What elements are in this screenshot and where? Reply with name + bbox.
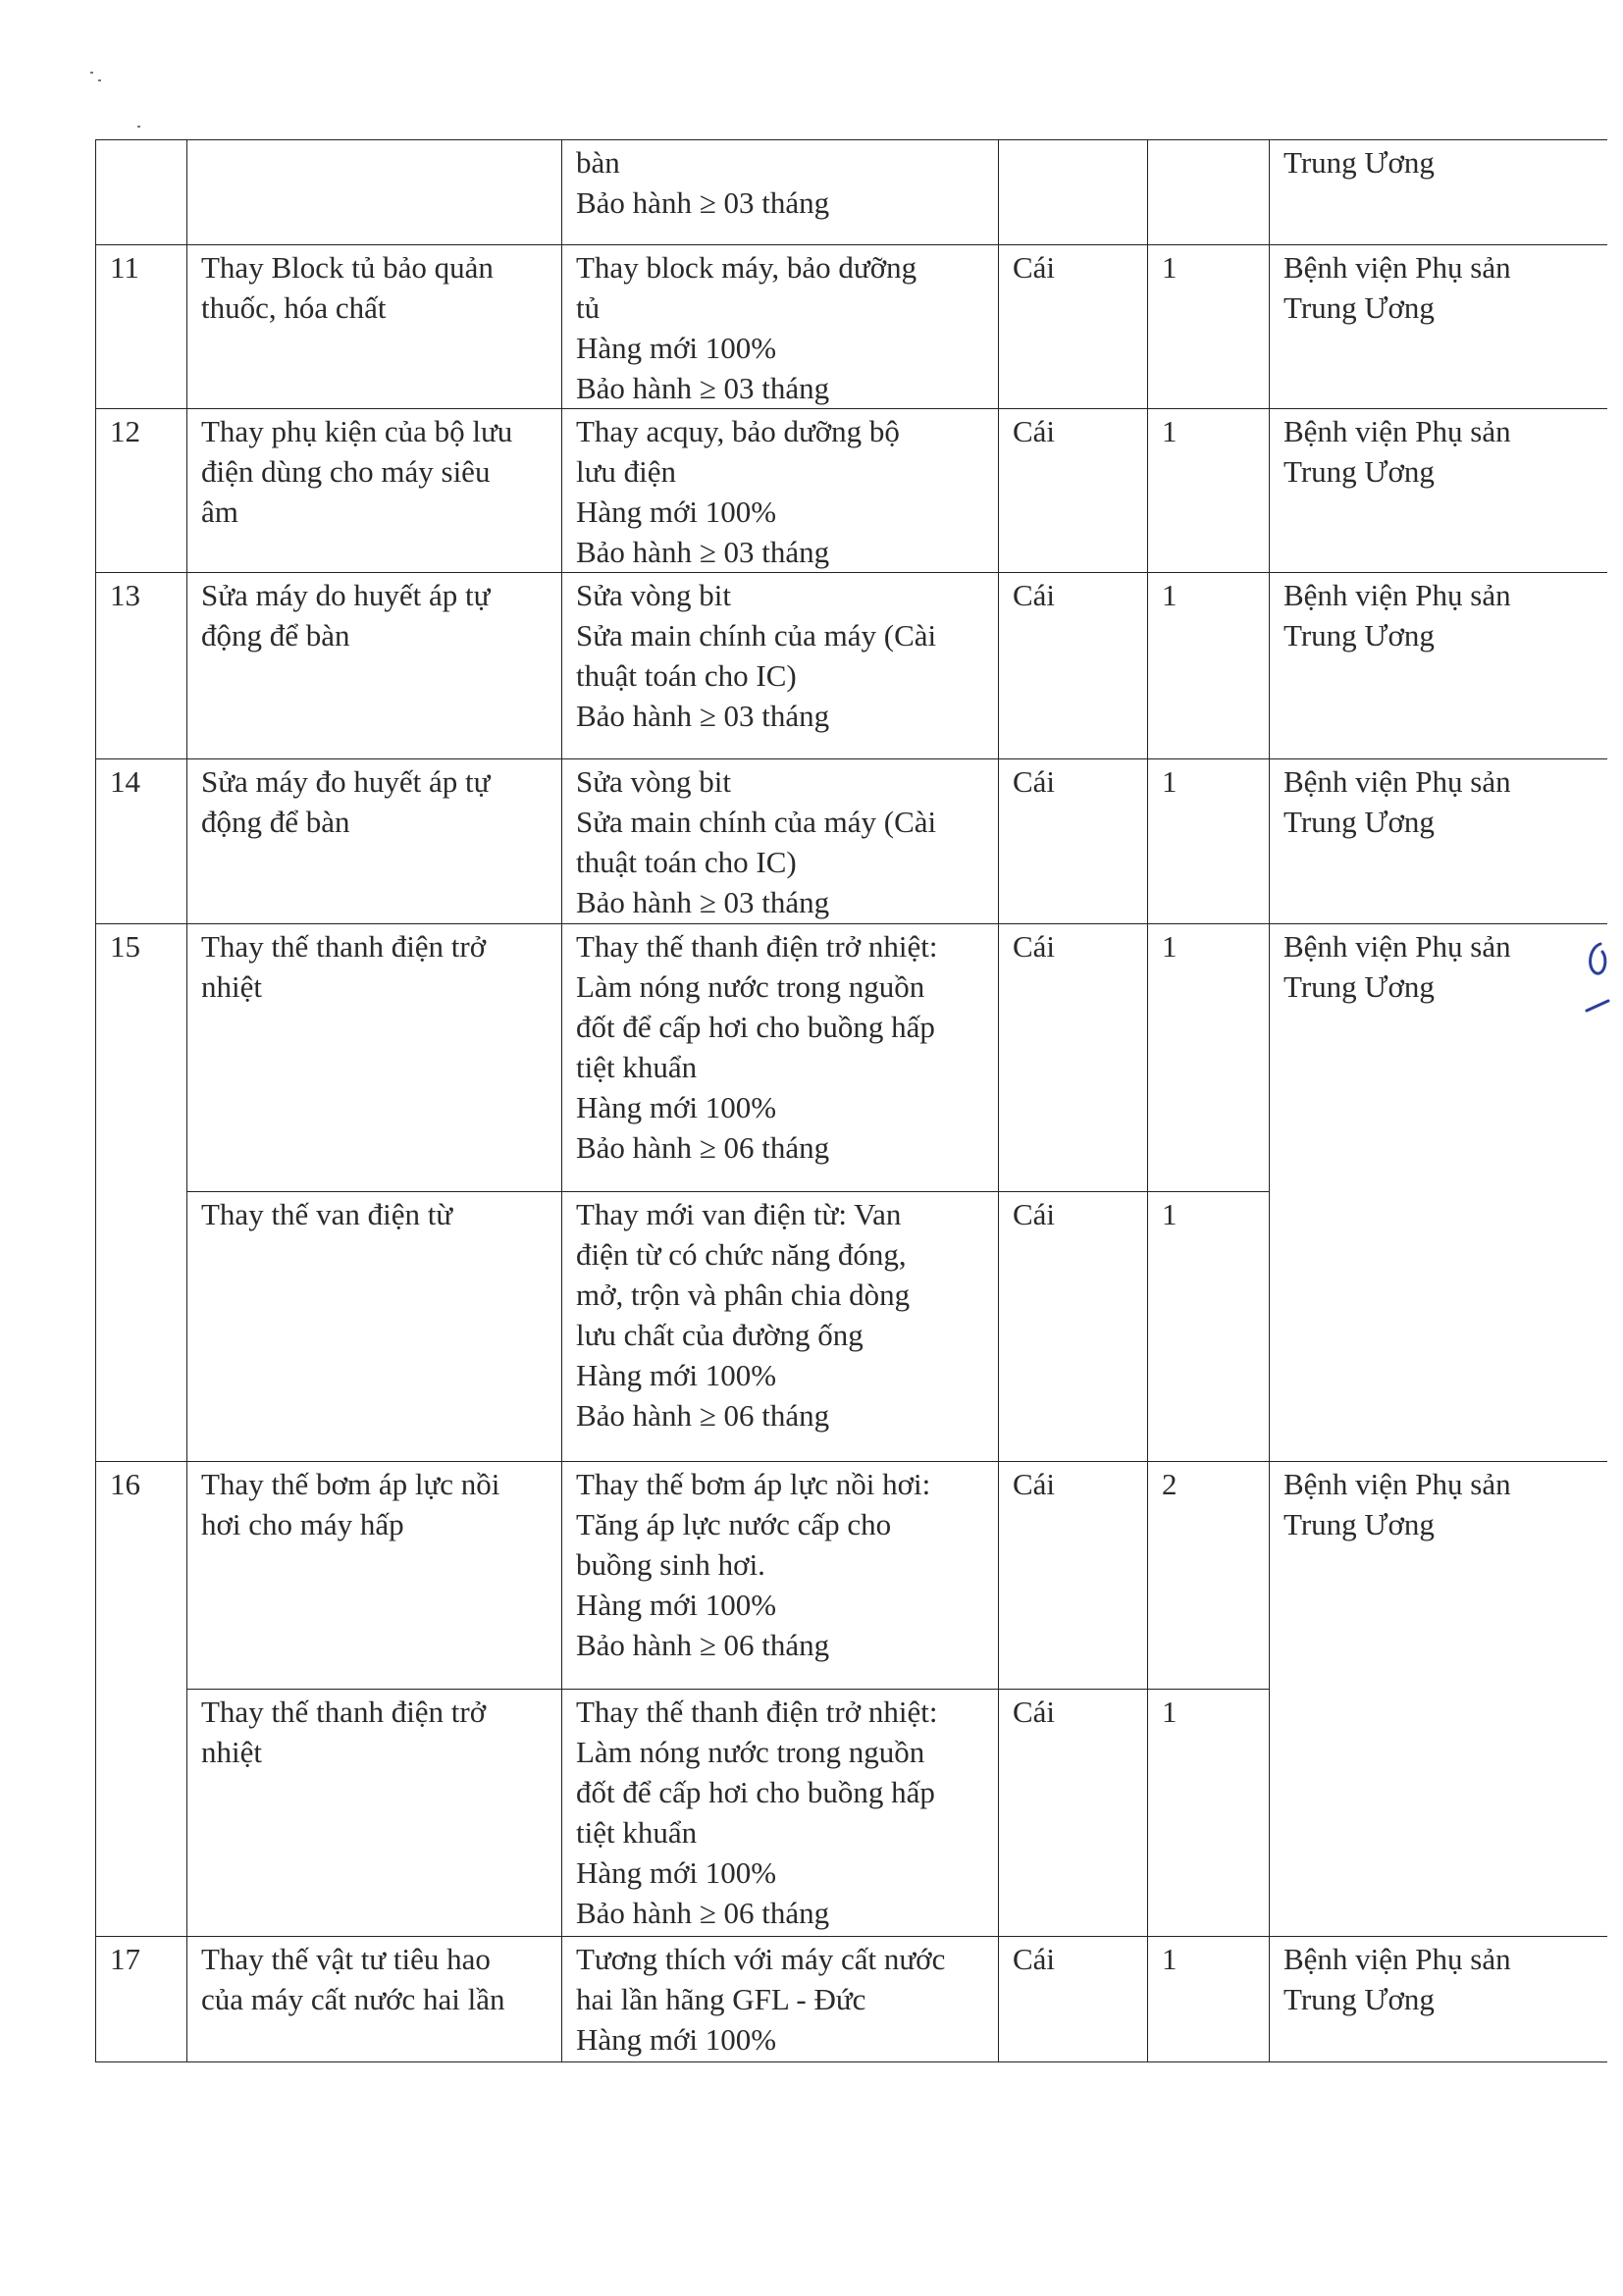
desc-line: Sửa main chính của máy (Cài bbox=[576, 618, 937, 652]
cell-desc bbox=[562, 1192, 999, 1462]
cell-qty: 2 bbox=[1148, 1462, 1270, 1690]
cell-name bbox=[187, 573, 562, 759]
cell-qty: 1 bbox=[1148, 409, 1270, 573]
name-line: Thay thế vật tư tiêu hao bbox=[201, 1942, 491, 1976]
desc-line: buồng sinh hơi. bbox=[576, 1547, 765, 1582]
cell-unit: Cái bbox=[999, 1462, 1148, 1690]
cell-no: 17 bbox=[96, 1937, 187, 2062]
cell-name bbox=[187, 245, 562, 409]
cell-name bbox=[187, 759, 562, 924]
name-line: hơi cho máy hấp bbox=[201, 1507, 404, 1541]
cell-name bbox=[187, 1690, 562, 1937]
desc-line: Sửa vòng bit bbox=[576, 578, 732, 612]
desc-line: điện từ có chức năng đóng, bbox=[576, 1237, 907, 1272]
desc-line: Tăng áp lực nước cấp cho bbox=[576, 1507, 892, 1541]
scan-speck bbox=[137, 126, 140, 128]
table-row bbox=[96, 409, 1607, 573]
cell-unit: Cái bbox=[999, 1192, 1148, 1462]
desc-line: Thay thế thanh điện trở nhiệt: bbox=[576, 929, 938, 964]
cell-name bbox=[187, 140, 562, 245]
desc-line: tiệt khuẩn bbox=[576, 1815, 698, 1850]
desc-line: bàn bbox=[576, 145, 620, 180]
cell-no bbox=[96, 140, 187, 245]
place-line: Bệnh viện Phụ sản bbox=[1283, 250, 1511, 285]
handwritten-initial-mark bbox=[1575, 940, 1614, 1048]
desc-line: Thay acquy, bảo dưỡng bộ bbox=[576, 414, 900, 448]
cell-desc bbox=[562, 140, 999, 245]
desc-line: Bảo hành ≥ 03 tháng bbox=[576, 185, 830, 220]
cell-unit: Cái bbox=[999, 245, 1148, 409]
desc-line: Bảo hành ≥ 06 tháng bbox=[576, 1896, 830, 1930]
desc-line: Hàng mới 100% bbox=[576, 495, 777, 529]
cell-place bbox=[1270, 1462, 1607, 1937]
cell-unit: Cái bbox=[999, 1937, 1148, 2062]
desc-line: Bảo hành ≥ 06 tháng bbox=[576, 1628, 830, 1662]
cell-qty: 1 bbox=[1148, 245, 1270, 409]
desc-line: tiệt khuẩn bbox=[576, 1050, 698, 1084]
cell-place bbox=[1270, 1937, 1607, 2062]
table-row bbox=[96, 245, 1607, 409]
desc-line: lưu chất của đường ống bbox=[576, 1318, 864, 1352]
desc-line: Hàng mới 100% bbox=[576, 1090, 777, 1124]
name-line: thuốc, hóa chất bbox=[201, 290, 387, 325]
cell-desc bbox=[562, 245, 999, 409]
name-line: động để bàn bbox=[201, 805, 350, 839]
place-line: Bệnh viện Phụ sản bbox=[1283, 578, 1511, 612]
name-line: Thay thế thanh điện trở bbox=[201, 1695, 487, 1729]
place-line: Trung Ương bbox=[1283, 145, 1435, 180]
desc-line: Hàng mới 100% bbox=[576, 1855, 777, 1890]
name-line: Thay thế thanh điện trở bbox=[201, 929, 487, 964]
desc-line: thuật toán cho IC) bbox=[576, 845, 797, 879]
cell-name bbox=[187, 1937, 562, 2062]
cell-no: 12 bbox=[96, 409, 187, 573]
cell-qty bbox=[1148, 140, 1270, 245]
desc-line: mở, trộn và phân chia dòng bbox=[576, 1278, 911, 1312]
scan-speck bbox=[98, 79, 101, 81]
name-line: điện dùng cho máy siêu bbox=[201, 454, 491, 489]
name-line: Thay thế van điện từ bbox=[201, 1197, 453, 1231]
desc-line: thuật toán cho IC) bbox=[576, 658, 797, 693]
desc-line: Bảo hành ≥ 03 tháng bbox=[576, 371, 830, 405]
cell-unit: Cái bbox=[999, 409, 1148, 573]
place-line: Trung Ương bbox=[1283, 1507, 1435, 1541]
cell-desc bbox=[562, 573, 999, 759]
cell-qty: 1 bbox=[1148, 573, 1270, 759]
cell-place bbox=[1270, 573, 1607, 759]
cell-unit: Cái bbox=[999, 573, 1148, 759]
cell-unit: Cái bbox=[999, 1690, 1148, 1937]
table-row bbox=[96, 1462, 1607, 1690]
desc-line: Thay thế bơm áp lực nồi hơi: bbox=[576, 1467, 931, 1501]
cell-desc bbox=[562, 924, 999, 1192]
cell-qty: 1 bbox=[1148, 924, 1270, 1192]
cell-unit: Cái bbox=[999, 759, 1148, 924]
desc-line: Làm nóng nước trong nguồn bbox=[576, 969, 925, 1004]
desc-line: Thay block máy, bảo dưỡng bbox=[576, 250, 917, 285]
place-line: Bệnh viện Phụ sản bbox=[1283, 929, 1511, 964]
cell-place bbox=[1270, 409, 1607, 573]
desc-line: Sửa main chính của máy (Cài bbox=[576, 805, 937, 839]
place-line: Trung Ương bbox=[1283, 454, 1435, 489]
place-line: Trung Ương bbox=[1283, 290, 1435, 325]
name-line: Thay phụ kiện của bộ lưu bbox=[201, 414, 513, 448]
table-row bbox=[96, 924, 1607, 1192]
equipment-repair-table bbox=[95, 139, 1607, 2062]
desc-line: Hàng mới 100% bbox=[576, 1358, 777, 1392]
table-row bbox=[96, 573, 1607, 759]
desc-line: lưu điện bbox=[576, 454, 677, 489]
scan-speck bbox=[90, 72, 93, 74]
table-row bbox=[96, 1937, 1607, 2062]
name-line: Thay thế bơm áp lực nồi bbox=[201, 1467, 500, 1501]
cell-no: 16 bbox=[96, 1462, 187, 1937]
place-line: Trung Ương bbox=[1283, 969, 1435, 1004]
cell-qty: 1 bbox=[1148, 1690, 1270, 1937]
cell-no: 13 bbox=[96, 573, 187, 759]
cell-unit: Cái bbox=[999, 924, 1148, 1192]
desc-line: Sửa vòng bit bbox=[576, 764, 732, 799]
cell-place bbox=[1270, 924, 1607, 1462]
desc-line: Bảo hành ≥ 06 tháng bbox=[576, 1130, 830, 1165]
cell-no: 11 bbox=[96, 245, 187, 409]
desc-line: Bảo hành ≥ 03 tháng bbox=[576, 535, 830, 569]
cell-desc bbox=[562, 409, 999, 573]
cell-name bbox=[187, 1192, 562, 1462]
cell-name bbox=[187, 924, 562, 1192]
cell-no: 14 bbox=[96, 759, 187, 924]
desc-line: Làm nóng nước trong nguồn bbox=[576, 1735, 925, 1769]
desc-line: Hàng mới 100% bbox=[576, 331, 777, 365]
cell-desc bbox=[562, 1937, 999, 2062]
cell-place bbox=[1270, 759, 1607, 924]
cell-qty: 1 bbox=[1148, 759, 1270, 924]
desc-line: Thay thế thanh điện trở nhiệt: bbox=[576, 1695, 938, 1729]
desc-line: đốt để cấp hơi cho buồng hấp bbox=[576, 1010, 935, 1044]
desc-line: Bảo hành ≥ 03 tháng bbox=[576, 885, 830, 919]
desc-line: Hàng mới 100% bbox=[576, 2022, 777, 2057]
desc-line: Bảo hành ≥ 06 tháng bbox=[576, 1398, 830, 1433]
cell-place bbox=[1270, 140, 1607, 245]
cell-place bbox=[1270, 245, 1607, 409]
place-line: Trung Ương bbox=[1283, 1982, 1435, 2016]
desc-line: đốt để cấp hơi cho buồng hấp bbox=[576, 1775, 935, 1809]
place-line: Trung Ương bbox=[1283, 805, 1435, 839]
place-line: Bệnh viện Phụ sản bbox=[1283, 414, 1511, 448]
place-line: Bệnh viện Phụ sản bbox=[1283, 1467, 1511, 1501]
place-line: Bệnh viện Phụ sản bbox=[1283, 764, 1511, 799]
cell-unit bbox=[999, 140, 1148, 245]
cell-name bbox=[187, 409, 562, 573]
cell-desc bbox=[562, 1690, 999, 1937]
desc-line: Hàng mới 100% bbox=[576, 1588, 777, 1622]
name-line: Sửa máy do huyết áp tự bbox=[201, 578, 491, 612]
desc-line: Bảo hành ≥ 03 tháng bbox=[576, 699, 830, 733]
cell-no: 15 bbox=[96, 924, 187, 1462]
place-line: Bệnh viện Phụ sản bbox=[1283, 1942, 1511, 1976]
name-line: của máy cất nước hai lần bbox=[201, 1982, 505, 2016]
name-line: nhiệt bbox=[201, 969, 262, 1004]
cell-name bbox=[187, 1462, 562, 1690]
desc-line: Thay mới van điện từ: Van bbox=[576, 1197, 902, 1231]
name-line: Thay Block tủ bảo quản bbox=[201, 250, 494, 285]
place-line: Trung Ương bbox=[1283, 618, 1435, 652]
cell-desc bbox=[562, 759, 999, 924]
cell-qty: 1 bbox=[1148, 1937, 1270, 2062]
desc-line: tủ bbox=[576, 290, 601, 325]
name-line: âm bbox=[201, 495, 238, 529]
desc-line: hai lần hãng GFL - Đức bbox=[576, 1982, 866, 2016]
name-line: động để bàn bbox=[201, 618, 350, 652]
cell-desc bbox=[562, 1462, 999, 1690]
name-line: nhiệt bbox=[201, 1735, 262, 1769]
table-row bbox=[96, 759, 1607, 924]
name-line: Sửa máy đo huyết áp tự bbox=[201, 764, 491, 799]
table-row bbox=[96, 140, 1607, 245]
cell-qty: 1 bbox=[1148, 1192, 1270, 1462]
desc-line: Tương thích với máy cất nước bbox=[576, 1942, 946, 1976]
